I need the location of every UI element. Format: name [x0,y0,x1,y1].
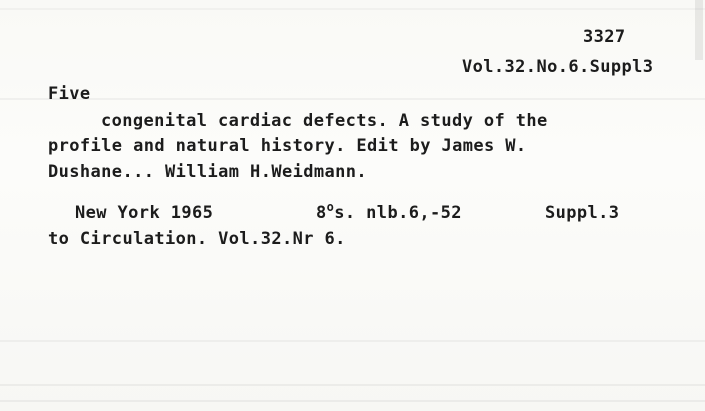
series-line: to Circulation. Vol.32.Nr 6. [48,229,346,249]
bleed-through-line [0,98,705,100]
imprint-supplement: Suppl.3 [545,203,620,223]
bleed-through-line [0,8,705,10]
bleed-through-line [0,340,705,342]
imprint-format [316,200,462,223]
title-line-1: congenital cardiac defects. A study of the [101,111,548,131]
format-number: 8 [316,203,327,223]
bleed-through-line [0,400,705,402]
card-edge-shadow [695,0,703,60]
call-number: 3327 [583,27,626,47]
format-pagination: s. nlb.6,-52 [334,203,462,223]
bleed-through-line [0,384,705,386]
title-line-3: Dushane... William H.Weidmann. [48,162,368,182]
imprint-place-year: New York 1965 [75,203,214,223]
title-first-word: Five [48,84,91,104]
series-reference: Vol.32.No.6.Suppl3 [462,57,654,77]
format-superscript: o [326,200,335,214]
title-line-2: profile and natural history. Edit by James W. [48,136,527,156]
